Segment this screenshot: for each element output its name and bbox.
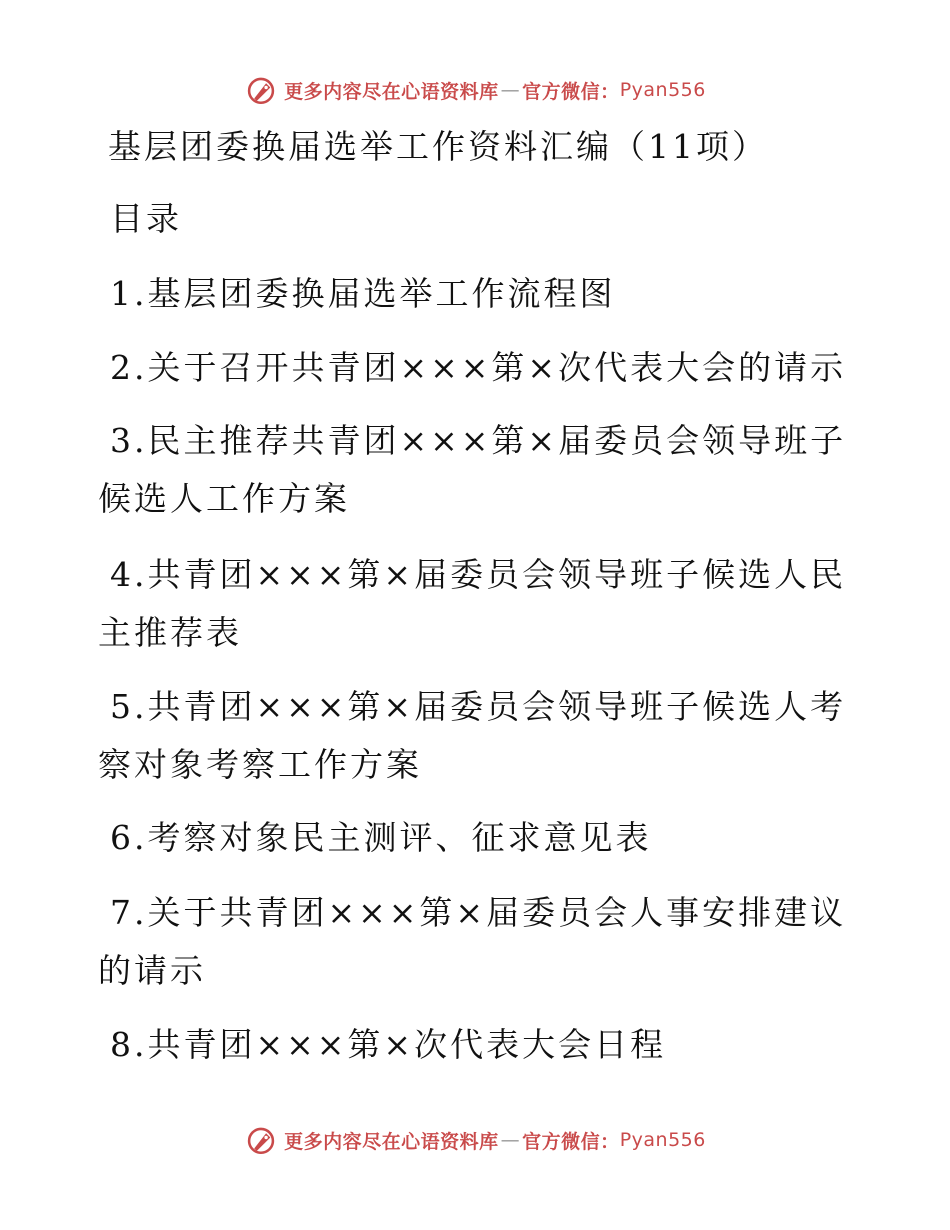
toc-heading: 目录 (110, 199, 182, 238)
watermark-banner-bottom (0, 1120, 950, 1160)
toc-item-4: 4.共青团×××第×届委员会领导班子候选人民 (110, 555, 847, 594)
watermark-official: 官方微信： (522, 1130, 620, 1153)
pen-nib-seal-icon (244, 73, 278, 107)
toc-item-2: 2.关于召开共青团×××第×次代表大会的请示 (110, 348, 847, 387)
watermark-dash: — (500, 79, 521, 101)
toc-item-6: 6.考察对象民主测评、征求意见表 (110, 818, 652, 857)
watermark-text: 更多内容尽在心语资料库 (284, 80, 499, 103)
watermark-official: 官方微信： (522, 80, 620, 103)
toc-item-7-cont: 的请示 (98, 951, 206, 990)
watermark-wechat-id: Pyan556 (619, 79, 706, 101)
pen-nib-seal-icon (244, 1123, 278, 1157)
watermark-banner-top (0, 70, 950, 110)
toc-item-8: 8.共青团×××第×次代表大会日程 (110, 1025, 667, 1064)
toc-item-1: 1.基层团委换届选举工作流程图 (110, 274, 616, 313)
toc-item-5-cont: 察对象考察工作方案 (98, 745, 422, 784)
toc-item-4-cont: 主推荐表 (98, 613, 242, 652)
watermark-dash: — (500, 1129, 521, 1151)
document-title: 基层团委换届选举工作资料汇编（11项） (108, 127, 768, 166)
toc-item-5: 5.共青团×××第×届委员会领导班子候选人考 (110, 687, 847, 726)
watermark-text: 更多内容尽在心语资料库 (284, 1130, 499, 1153)
toc-item-7: 7.关于共青团×××第×届委员会人事安排建议 (110, 893, 847, 932)
watermark-wechat-id: Pyan556 (619, 1129, 706, 1151)
toc-item-3: 3.民主推荐共青团×××第×届委员会领导班子 (110, 421, 847, 460)
toc-item-3-cont: 候选人工作方案 (98, 479, 350, 518)
